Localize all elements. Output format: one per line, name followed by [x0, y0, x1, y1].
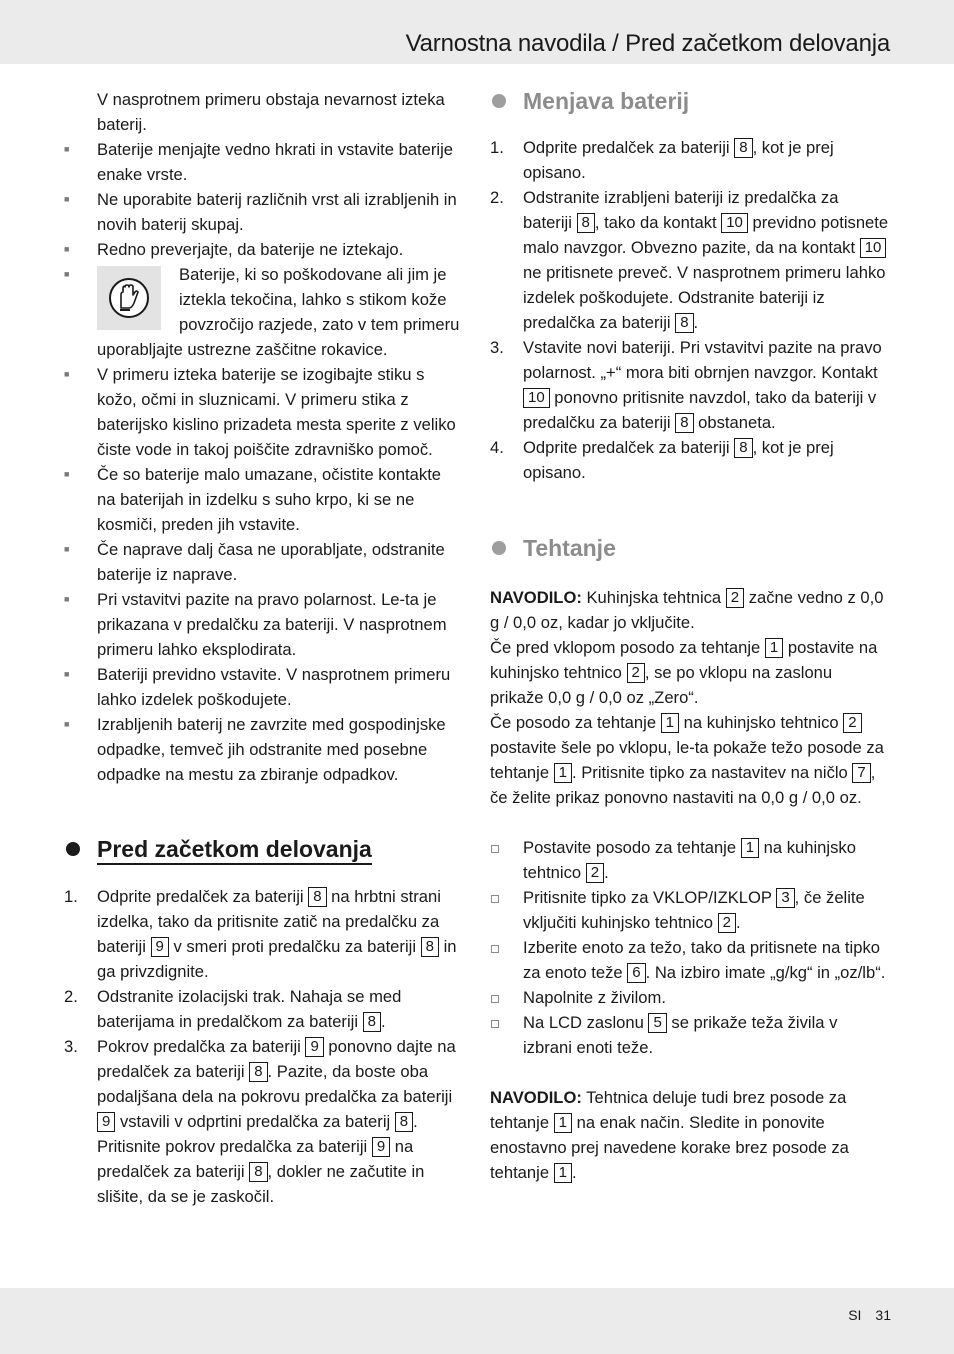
page-number: 31: [875, 1307, 891, 1323]
checklist-item: [490, 1010, 890, 1060]
text-run: Odprite predalček za bateriji: [523, 138, 735, 157]
part-number-badge: 8: [675, 313, 693, 333]
text-run: Vstavite novi bateriji. Pri vstavitvi pazite na pravo polarnost. „+“ mora biti obrnjen navzgor. Kontakt: [523, 338, 882, 382]
text-run: začne vedno z 0,0 g / 0,0 oz, kadar jo vključite.: [490, 588, 884, 632]
text-run: Izberite enoto za težo, tako da pritisnete na tipko za enoto teže: [523, 938, 880, 982]
bullet-dot-icon: [492, 541, 506, 555]
text-run: se prikaže teža živila v izbrani enoti teže.: [523, 1013, 838, 1057]
text-run: na enak način. Sledite in ponovite enostavno prej navedene korake brez posode za tehtanje: [490, 1113, 849, 1182]
text-run: na hrbtni strani izdelka, tako da pritisnite zatič na predalčku za bateriji: [97, 887, 441, 956]
text-run: .: [572, 1163, 577, 1182]
text-run: .: [604, 863, 609, 882]
footer-bar: [0, 1288, 954, 1354]
part-number-badge: 8: [363, 1012, 381, 1032]
text-run: Napolnite z živilom.: [523, 988, 666, 1007]
part-number-badge: 1: [765, 638, 783, 658]
part-number-badge: 9: [151, 937, 169, 957]
text-run: na predalček za bateriji: [97, 1137, 414, 1181]
weighing-paragraph: [490, 635, 890, 710]
part-number-badge: 7: [852, 763, 870, 783]
text-run: Če pred vklopom posodo za tehtanje: [490, 638, 765, 657]
text-run: .: [735, 913, 741, 932]
note-paragraph: NAVODILO: Tehtnica deluje tudi brez posode za tehtanje 1 na enak način. Sledite in ponovite enostavno prej navedene korake brez posode za tehtanje 1 .: [490, 1088, 849, 1182]
text-run: Kuhinjska tehtnica: [581, 588, 726, 607]
part-number-badge: 2: [726, 588, 744, 608]
note-paragraph: NAVODILO: Kuhinjska tehtnica 2 začne vedno z 0,0 g / 0,0 oz, kadar jo vključite.: [490, 588, 884, 632]
part-number-badge: 8: [734, 438, 752, 458]
checklist-item: [490, 835, 890, 885]
text-run: , tako da kontakt: [594, 213, 722, 232]
text-run: na kuhinjsko tehtnico: [679, 713, 844, 732]
text-run: , kot je prej opisano.: [523, 438, 834, 482]
checklist-item: [490, 885, 890, 935]
text-run: .: [380, 1012, 386, 1031]
text-run: ponovno dajte na predalček za bateriji: [97, 1037, 456, 1081]
text-run: obstaneta.: [693, 413, 776, 432]
text-run: Tehtnica deluje tudi brez posode za tehtanje: [490, 1088, 847, 1132]
part-number-badge: 1: [661, 713, 679, 733]
text-run: , dokler ne začutite in slišite, da se je zaskočil.: [97, 1162, 425, 1206]
safety-bullet: ■ Bateriji previdno vstavite. V nasprotnem primeru lahko izdelek poškodujete.: [64, 662, 464, 712]
text-run: . Pazite, da boste oba podaljšana dela na pokrovu predalčka za bateriji: [97, 1062, 453, 1106]
checklist-item: [490, 935, 890, 985]
page-title: Varnostna navodila / Pred začetkom delovanja: [405, 30, 890, 57]
safety-bullet: ■ V primeru izteka baterije se izogibajte stiku s kožo, očmi in sluznicami. V primeru stika z baterijsko kislino prizadeta mesta sperite z veliko čiste vode in takoj poiščite zdravniško pomoč.: [64, 362, 464, 462]
left-column: [64, 87, 464, 1209]
part-number-badge: 8: [734, 138, 752, 158]
part-number-badge: 8: [249, 1062, 267, 1082]
text-run: Odprite predalček za bateriji: [97, 887, 309, 906]
part-number-badge: 8: [308, 887, 326, 907]
text-run: postavite šele po vklopu, le-ta pokaže težo posode za tehtanje: [490, 738, 884, 782]
text-run: Na LCD zaslonu: [523, 1013, 649, 1032]
text-run: postavite na kuhinjsko tehtnico: [490, 638, 878, 682]
part-number-badge: 9: [305, 1037, 323, 1057]
text-run: . Pritisnite pokrov predalčka za bateriji: [97, 1112, 418, 1156]
part-number-badge: 1: [554, 1163, 572, 1183]
text-run: na kuhinjsko tehtnico: [523, 838, 856, 882]
safety-bullet: ■ Baterije menjajte vedno hkrati in vstavite baterije enake vrste.: [64, 137, 464, 187]
text-run: vstavili v odprtini predalčka za baterij: [115, 1112, 395, 1131]
part-number-badge: 8: [421, 937, 439, 957]
step-item: 1. Odprite predalček za bateriji 8 , kot je prej opisano.: [490, 138, 834, 182]
part-number-badge: 9: [372, 1137, 390, 1157]
text-run: v smeri proti predalčku za bateriji: [168, 937, 421, 956]
step-item: 3. Vstavite novi bateriji. Pri vstavitvi pazite na pravo polarnost. „+“ mora biti obrnjen navzgor. Kontakt 10 ponovno pritisnite navzdol, tako da bateriji v predalčku za bateriji 8 obstaneta.: [490, 338, 882, 432]
language-code: SI: [848, 1307, 862, 1323]
page-footer: [848, 1307, 891, 1323]
part-number-badge: 8: [675, 413, 693, 433]
part-number-badge: 2: [718, 913, 736, 933]
step-item: 1. Odprite predalček za bateriji 8 na hrbtni strani izdelka, tako da pritisnite zatič na predalčku za bateriji 9 v smeri proti predalčku za bateriji 8 in ga privzdignite.: [64, 887, 457, 981]
protective-gloves-icon: [97, 266, 161, 330]
safety-bullet: ■ Če naprave dalj časa ne uporabljate, odstranite baterije iz naprave.: [64, 537, 464, 587]
part-number-badge: 8: [577, 213, 595, 233]
safety-bullet: ■ Če so baterije malo umazane, očistite kontakte na baterijah in izdelku s suho krpo, ki se ne kosmiči, preden jih vstavite.: [64, 462, 464, 537]
intro-text: V nasprotnem primeru obstaja nevarnost izteka baterij.: [97, 90, 445, 134]
text-run: Odprite predalček za bateriji: [523, 438, 735, 457]
text-run: , kot je prej opisano.: [523, 138, 834, 182]
part-number-badge: 2: [627, 663, 645, 683]
text-run: , če želite prikaz ponovno nastaviti na 0,0 g / 0,0 oz.: [490, 763, 876, 807]
safety-bullet: ■ Pri vstavitvi pazite na pravo polarnost. Le-ta je prikazana v predalčku za bateriji. V nasprotnem primeru lahko eksplodirata.: [64, 587, 464, 662]
part-number-badge: 8: [249, 1162, 267, 1182]
part-number-badge: 2: [843, 713, 861, 733]
safety-bullet: ■ Redno preverjajte, da baterije ne iztekajo.: [64, 237, 464, 262]
section-heading-battery-replacement: Menjava baterij: [490, 86, 890, 116]
part-number-badge: 1: [741, 838, 759, 858]
part-number-badge: 3: [776, 888, 794, 908]
text-run: Pritisnite tipko za VKLOP/IZKLOP: [523, 888, 777, 907]
text-run: in ga privzdignite.: [97, 937, 457, 981]
text-run: , če želite vključiti kuhinjsko tehtnico: [523, 888, 865, 932]
safety-bullet: ■ Ne uporabite baterij različnih vrst ali izrabljenih in novih baterij skupaj.: [64, 187, 464, 237]
bullet-dot-icon: [66, 842, 80, 856]
text-run: .: [693, 313, 699, 332]
checklist-item: [490, 985, 890, 1010]
text-run: . Pritisnite tipko za nastavitev na ničlo: [572, 763, 853, 782]
text-run: . Na izbiro imate „g/kg“ in „oz/lb“.: [645, 963, 886, 982]
text-run: Postavite posodo za tehtanje: [523, 838, 741, 857]
step-item: 2. Odstranite izolacijski trak. Nahaja se med baterijama in predalčkom za bateriji 8 .: [64, 987, 402, 1031]
part-number-badge: 9: [97, 1112, 115, 1132]
text-run: Odstranite izolacijski trak. Nahaja se med baterijama in predalčkom za bateriji: [97, 987, 402, 1031]
text-run: , se po vklopu na zaslonu prikaže 0,0 g / 0,0 oz „Zero“.: [490, 663, 833, 707]
step-item: 3. Pokrov predalčka za bateriji 9 ponovno dajte na predalček za bateriji 8 . Pazite, da boste oba podaljšana dela na pokrovu predalčka za bateriji 9 vstavili v odprtini predalčka za baterij 8 . Pritisnite pokrov predalčka za bateriji 9 na predalček za bateriji 8 , dokler ne začutite in slišite, da se je zaskočil.: [64, 1037, 456, 1206]
text-run: ponovno pritisnite navzdol, tako da bateriji v predalčku za bateriji: [523, 388, 877, 432]
text-run: Odstranite izrabljeni bateriji iz predalčka za bateriji: [523, 188, 839, 232]
part-number-badge: 10: [523, 388, 550, 408]
section-heading-weighing: Tehtanje: [490, 533, 890, 563]
part-number-badge: 8: [395, 1112, 413, 1132]
right-column: [490, 86, 890, 1185]
part-number-badge: 6: [627, 963, 645, 983]
text-run: Če posodo za tehtanje: [490, 713, 661, 732]
text-run: ne pritisnete preveč. V nasprotnem primeru lahko izdelek poškodujete. Odstranite bateriji iz predalčka za bateriji: [523, 263, 886, 332]
safety-bullet-gloves: ■ Baterije, ki so poškodovane ali jim je iztekla tekočina, lahko s stikom kože povzročijo razjede, zato v tem primeru uporabljajte ustrezne zaščitne rokavice.: [64, 262, 464, 362]
bullet-dot-icon: [492, 94, 506, 108]
part-number-badge: 1: [554, 763, 572, 783]
step-item: 2. Odstranite izrabljeni bateriji iz predalčka za bateriji 8 , tako da kontakt 10 previdno potisnete malo navzgor. Obvezno pazite, da na kontakt 10 ne pritisnete preveč. V nasprotnem primeru lahko izdelek poškodujete. Odstranite bateriji iz predalčka za bateriji 8 .: [490, 188, 889, 332]
weighing-paragraph: [490, 710, 890, 810]
part-number-badge: 2: [586, 863, 604, 883]
text-run: Pokrov predalčka za bateriji: [97, 1037, 306, 1056]
step-item: 4. Odprite predalček za bateriji 8 , kot je prej opisano.: [490, 438, 834, 482]
part-number-badge: 10: [860, 238, 887, 258]
part-number-badge: 1: [554, 1113, 572, 1133]
section-heading-before-use: Pred začetkom delovanja: [64, 834, 464, 864]
part-number-badge: 10: [721, 213, 748, 233]
safety-bullet: ■ Izrabljenih baterij ne zavrzite med gospodinjske odpadke, temveč jih odstranite med posebne odpadke na mestu za zbiranje odpadkov.: [64, 712, 464, 787]
part-number-badge: 5: [648, 1013, 666, 1033]
text-run: previdno potisnete malo navzgor. Obvezno pazite, da na kontakt: [523, 213, 889, 257]
